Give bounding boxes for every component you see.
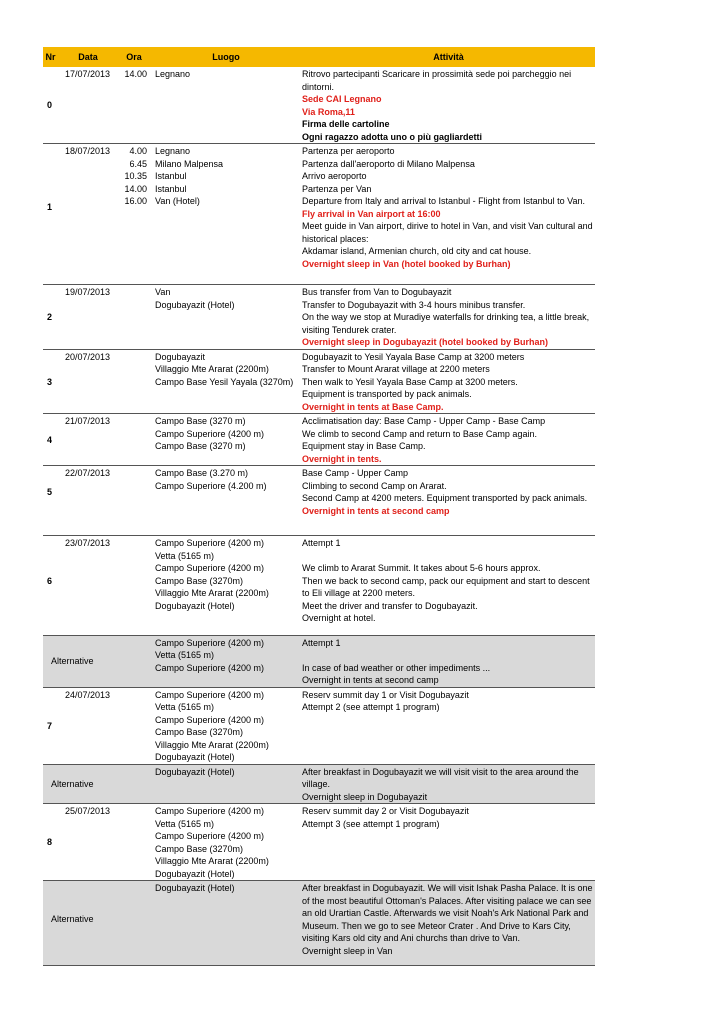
- day-date: 18/07/2013: [65, 146, 111, 156]
- activity-line: Overnight at hotel.: [302, 613, 376, 623]
- activity-line: [302, 550, 595, 563]
- activity-cell: [302, 350, 595, 414]
- day-number: 6: [47, 575, 53, 586]
- time-cell: [118, 414, 150, 465]
- day-row: [43, 67, 595, 144]
- activity-line: We climb to Ararat Summit. It takes about 5-6 hours approx.: [302, 563, 541, 573]
- place-cell: [150, 765, 302, 804]
- place-entry: Villaggio Mte Ararat (2200m): [155, 588, 269, 598]
- activity-line: Via Roma,11: [302, 106, 355, 117]
- day-date: 21/07/2013: [65, 416, 111, 426]
- activity-line: Then walk to Yesil Yayala Base Camp at 3200 meters.: [302, 376, 518, 387]
- day-date: 20/07/2013: [65, 351, 111, 362]
- activity-line: Attempt 1: [302, 538, 341, 548]
- activity-line: After breakfast in Dogubayazit we will visit visit to the area around the village.: [302, 766, 579, 789]
- place-entry: Legnano: [155, 69, 191, 79]
- activity-line: In case of bad weather or other impediments ...: [302, 662, 491, 673]
- activity-cell: [302, 636, 595, 687]
- activity-line: Then we back to second camp, pack our equipment and start to descent to Eli village at 2200 meters.: [302, 575, 590, 598]
- day-date: 19/07/2013: [65, 287, 111, 297]
- place-entry: Milano Malpensa: [155, 158, 224, 169]
- time-cell: [118, 688, 150, 764]
- table-body: [43, 67, 595, 966]
- time-entry: 14.00: [124, 69, 147, 79]
- place-entry: Dogubayazit (Hotel): [155, 883, 235, 893]
- day-row: [43, 144, 595, 285]
- day-number: 4: [47, 434, 53, 445]
- activity-cell: [302, 144, 595, 270]
- activity-line: Climbing to second Camp on Ararat.: [302, 480, 447, 491]
- activity-line: Equipment is transported by pack animals.: [302, 389, 472, 399]
- activity-line: Overnight in tents at second camp: [302, 505, 450, 516]
- place-entry: Villaggio Mte Ararat (2200m): [155, 364, 269, 374]
- activity-line: Firma delle cartoline: [302, 119, 390, 129]
- day-number: 2: [47, 312, 53, 322]
- place-entry: Campo Superiore (4200 m): [155, 714, 265, 725]
- day-row: [43, 285, 595, 350]
- place-entry: Dogubayazit (Hotel): [155, 299, 235, 310]
- activity-line: Equipment stay in Base Camp.: [302, 441, 426, 451]
- time-cell: [118, 144, 150, 270]
- activity-line: We climb to second Camp and return to Base Camp again.: [302, 428, 537, 439]
- day-row: [43, 350, 595, 415]
- day-date: 17/07/2013: [65, 69, 111, 79]
- activity-line: Partenza per Van: [302, 183, 372, 194]
- time-entry: 10.35: [124, 171, 147, 181]
- day-row: [43, 688, 595, 765]
- activity-line: Meet the driver and transfer to Dogubayazit.: [302, 600, 478, 611]
- activity-cell: [302, 881, 595, 957]
- time-entry: 14.00: [124, 183, 147, 194]
- day-date: 23/07/2013: [65, 538, 111, 548]
- activity-line: Fly arrival in Van airport at 16:00: [302, 208, 441, 219]
- activity-line: Dogubayazit to Yesil Yayala Base Camp at 3200 meters: [302, 351, 525, 362]
- alternative-row: [43, 765, 595, 805]
- header-attivita: Attività: [433, 52, 464, 62]
- activity-line: Transfer to Mount Ararat village at 2200 meters: [302, 364, 490, 374]
- activity-line: Arrivo aeroporto: [302, 171, 367, 181]
- activity-line: Base Camp - Upper Camp: [302, 468, 409, 478]
- activity-line: After breakfast in Dogubayazit. We will visit Ishak Pasha Palace. It is one of the most beautiful Ottoman's Palaces. After visiting palace we can see an old Urartian Castle. Afterwards we visit Noah's Ark National Park and Museum. Then we go to see Meteor Crater . And Drive to Kars City, visiting Kars old city and Ani churchs than drive to Van.: [302, 883, 593, 943]
- day-row: [43, 536, 595, 636]
- activity-line: Overnight in tents at second camp: [302, 675, 439, 685]
- time-cell: [118, 804, 150, 880]
- day-row: [43, 804, 595, 881]
- activity-line: Ogni ragazzo adotta uno o più gagliardetti: [302, 131, 482, 142]
- activity-line: Akdamar island, Armenian church, old city and cat house.: [302, 246, 532, 256]
- day-number: 5: [47, 486, 53, 497]
- day-row: [43, 414, 595, 466]
- place-entry: Vetta (5165 m): [155, 550, 215, 561]
- place-cell: [150, 285, 302, 349]
- day-date: 24/07/2013: [65, 689, 111, 700]
- place-entry: Campo Base (3270 m): [155, 416, 246, 426]
- activity-cell: [302, 414, 595, 465]
- place-cell: [150, 414, 302, 465]
- place-entry: Van (Hotel): [155, 196, 200, 206]
- activity-cell: [302, 804, 595, 880]
- activity-line: Attempt 3 (see attempt 1 program): [302, 818, 440, 829]
- activity-line: Sede CAI Legnano: [302, 94, 382, 104]
- place-entry: Campo Base (3270m): [155, 575, 244, 586]
- activity-line: Attempt 2 (see attempt 1 program): [302, 702, 440, 712]
- day-date: 22/07/2013: [65, 468, 111, 478]
- place-entry: Campo Superiore (4200 m): [155, 662, 265, 673]
- activity-cell: [302, 688, 595, 764]
- place-entry: Vetta (5165 m): [155, 702, 215, 712]
- header-luogo: Luogo: [212, 52, 240, 62]
- place-cell: [150, 350, 302, 414]
- place-entry: Campo Base (3.270 m): [155, 468, 249, 478]
- place-entry: Villaggio Mte Ararat (2200m): [155, 739, 269, 750]
- place-cell: [150, 67, 302, 143]
- activity-line: Reserv summit day 2 or Visit Dogubayazit: [302, 806, 469, 816]
- alternative-row: [43, 636, 595, 688]
- place-entry: Villaggio Mte Ararat (2200m): [155, 856, 269, 866]
- place-entry: Dogubayazit (Hotel): [155, 766, 235, 777]
- activity-line: Overnight in tents at Base Camp.: [302, 401, 444, 412]
- place-entry: Dogubayazit: [155, 351, 206, 362]
- place-entry: Istanbul: [155, 171, 187, 181]
- place-cell: [150, 804, 302, 880]
- time-cell: [118, 350, 150, 414]
- activity-line: Overnight sleep in Dogubayazit (hotel booked by Burhan): [302, 337, 549, 347]
- place-entry: Campo Base (3270m): [155, 843, 244, 854]
- activity-cell: [302, 536, 595, 625]
- time-cell: [118, 67, 150, 143]
- place-entry: Campo Superiore (4200 m): [155, 538, 265, 548]
- activity-cell: [302, 285, 595, 349]
- header-ora: Ora: [126, 52, 142, 62]
- time-entry: 16.00: [124, 196, 147, 206]
- place-entry: Legnano: [155, 146, 191, 156]
- time-cell: [118, 536, 150, 625]
- activity-line: [302, 649, 595, 662]
- time-cell: [118, 285, 150, 349]
- place-cell: [150, 536, 302, 625]
- activity-line: Attempt 1: [302, 637, 341, 648]
- place-entry: Campo Base Yesil Yayala (3270m): [155, 376, 294, 387]
- alternative-row: [43, 881, 595, 966]
- day-number: 8: [47, 837, 53, 848]
- place-cell: [150, 144, 302, 270]
- activity-line: Departure from Italy and arrival to Istanbul - Flight from Istanbul to Van.: [302, 196, 585, 206]
- place-entry: Istanbul: [155, 183, 187, 194]
- alternative-label: Alternative: [51, 914, 94, 925]
- activity-cell: [302, 765, 595, 804]
- place-entry: Dogubayazit (Hotel): [155, 752, 235, 762]
- activity-line: Overnight sleep in Van (hotel booked by Burhan): [302, 258, 511, 269]
- place-cell: [150, 466, 302, 517]
- activity-line: Ritrovo partecipanti Scaricare in prossimità sede poi parcheggio nei dintorni.: [302, 69, 572, 92]
- day-number: 1: [47, 202, 53, 213]
- activity-line: Overnight in tents.: [302, 453, 382, 464]
- place-entry: Campo Base (3270m): [155, 727, 244, 737]
- activity-line: Transfer to Dogubayazit with 3-4 hours minibus transfer.: [302, 299, 526, 310]
- place-entry: Campo Superiore (4200 m): [155, 428, 265, 439]
- header-data: Data: [78, 52, 98, 62]
- place-entry: Dogubayazit (Hotel): [155, 868, 235, 879]
- activity-cell: [302, 67, 595, 143]
- day-number: 0: [47, 100, 53, 111]
- place-entry: Vetta (5165 m): [155, 818, 215, 829]
- header-nr: Nr: [45, 52, 56, 62]
- day-date: 25/07/2013: [65, 806, 111, 816]
- place-entry: Campo Superiore (4200 m): [155, 831, 265, 841]
- activity-line: Second Camp at 4200 meters. Equipment transported by pack animals.: [302, 493, 588, 503]
- alternative-label: Alternative: [51, 656, 94, 667]
- itinerary-table: [43, 47, 595, 966]
- activity-cell: [302, 466, 595, 517]
- alternative-label: Alternative: [51, 779, 94, 789]
- time-entry: 4.00: [129, 146, 147, 156]
- day-row: [43, 466, 595, 536]
- day-number: 3: [47, 376, 53, 387]
- place-entry: Campo Superiore (4200 m): [155, 806, 265, 816]
- place-entry: Campo Superiore (4.200 m): [155, 480, 267, 491]
- place-entry: Campo Base (3270 m): [155, 441, 246, 451]
- place-entry: Dogubayazit (Hotel): [155, 600, 235, 611]
- activity-line: Bus transfer from Van to Dogubayazit: [302, 287, 452, 297]
- place-entry: Campo Superiore (4200 m): [155, 563, 265, 573]
- place-entry: Vetta (5165 m): [155, 650, 215, 660]
- activity-line: On the way we stop at Muradiye waterfalls for drinking tea, a little break, visiting Tendurek crater.: [302, 312, 590, 335]
- activity-line: Partenza dall'aeroporto di Milano Malpensa: [302, 158, 475, 169]
- activity-line: Reserv summit day 1 or Visit Dogubayazit: [302, 689, 469, 700]
- activity-line: Overnight sleep in Dogubayazit: [302, 791, 428, 802]
- place-cell: [150, 688, 302, 764]
- place-cell: [150, 636, 302, 687]
- place-entry: Campo Superiore (4200 m): [155, 637, 265, 648]
- activity-line: Acclimatisation day: Base Camp - Upper Camp - Base Camp: [302, 416, 546, 426]
- table-header: [43, 47, 595, 67]
- activity-line: Meet guide in Van airport, dirive to hotel in Van, and visit Van cultural and historical places:: [302, 221, 593, 244]
- place-entry: Campo Superiore (4200 m): [155, 689, 265, 700]
- day-number: 7: [47, 720, 53, 731]
- activity-line: Partenza per aeroporto: [302, 146, 395, 156]
- activity-line: Overnight sleep in Van: [302, 945, 393, 956]
- time-entry: 6.45: [129, 158, 147, 169]
- time-cell: [118, 466, 150, 517]
- place-cell: [150, 881, 302, 957]
- place-entry: Van: [155, 287, 171, 297]
